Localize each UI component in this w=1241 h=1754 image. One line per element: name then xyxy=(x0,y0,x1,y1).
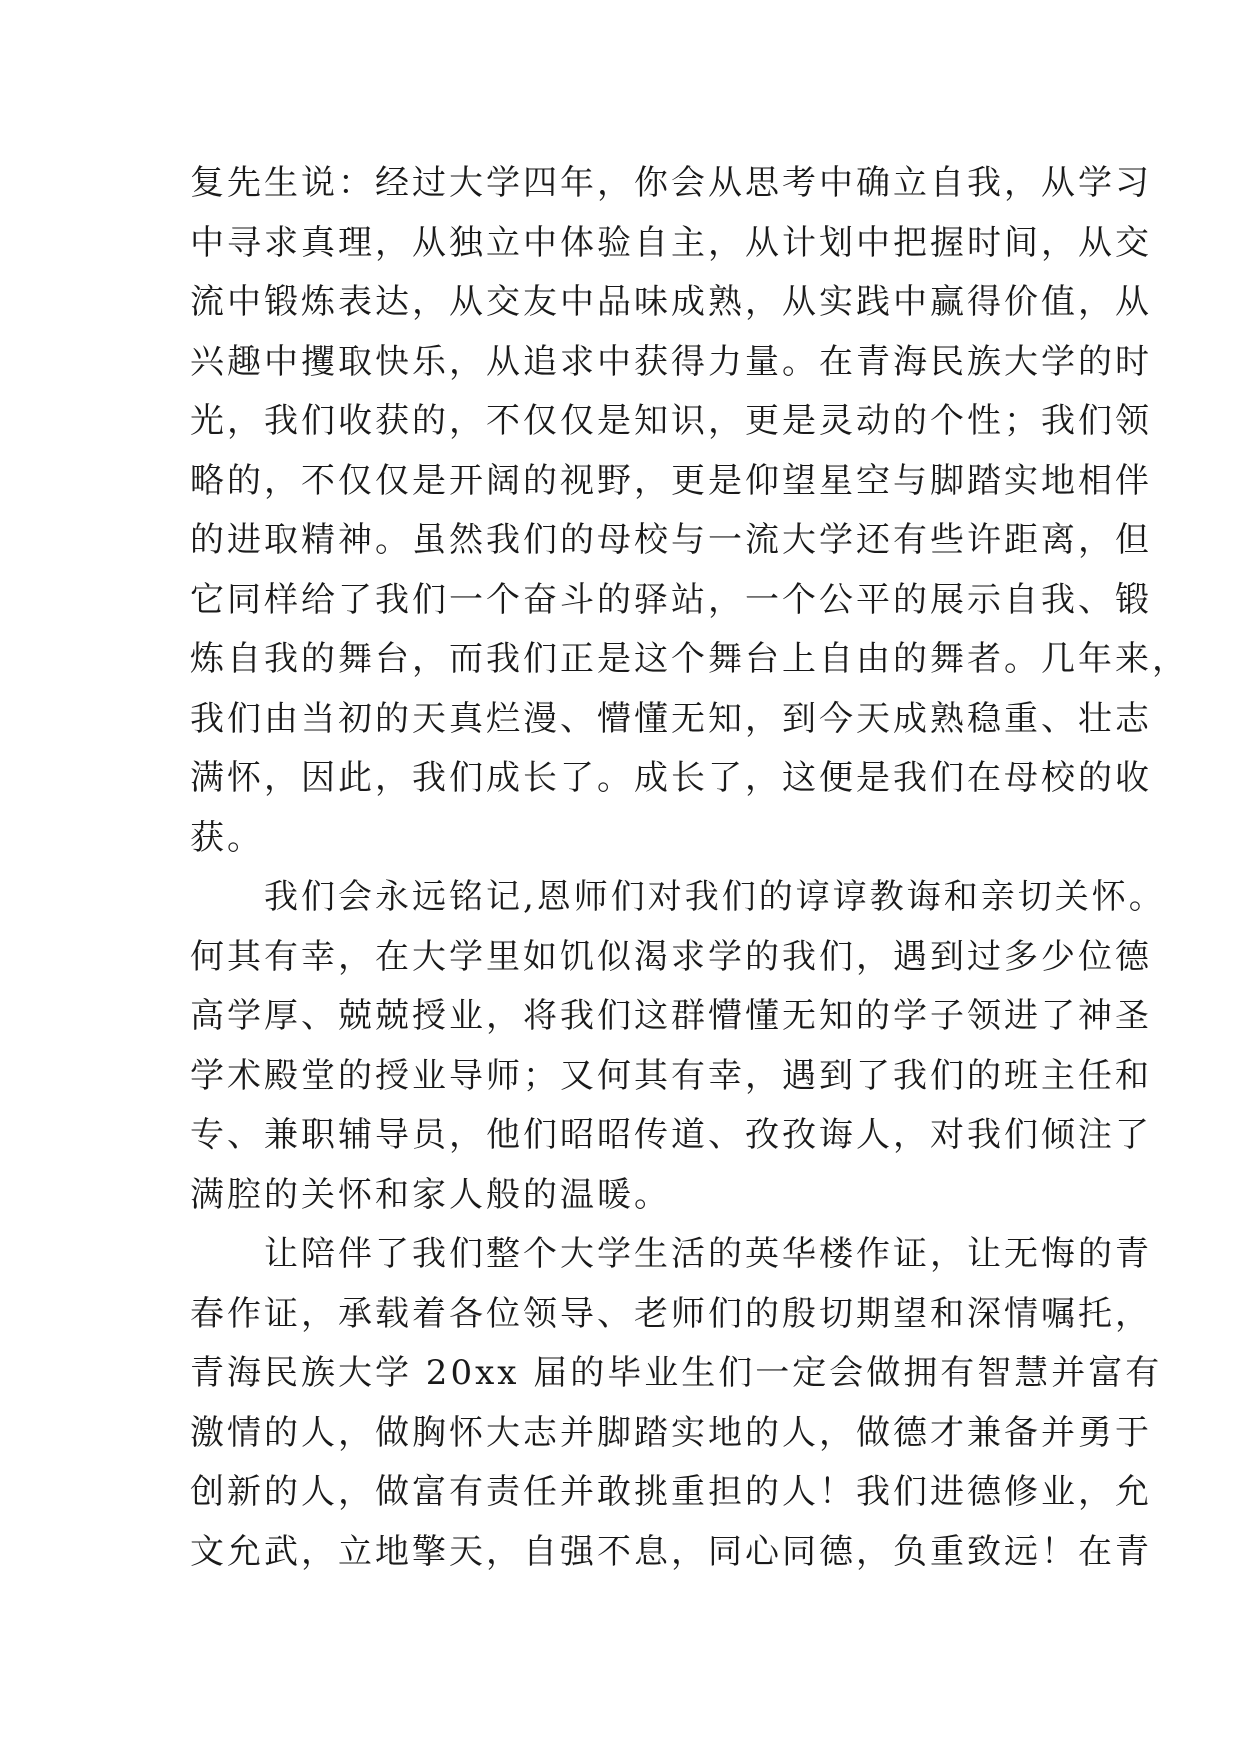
text-line: 文允武，立地擎天，自强不息，同心同德，负重致远！在青 xyxy=(190,1531,1152,1572)
text-line: 略的，不仅仅是开阔的视野，更是仰望星空与脚踏实地相伴 xyxy=(190,460,1152,501)
text-line: 创新的人，做富有责任并敢挑重担的人！我们进德修业，允 xyxy=(190,1472,1152,1512)
text-line: 复先生说：经过大学四年，你会从思考中确立自我，从学习 xyxy=(190,163,1152,203)
text-line: 春作证，承载着各位领导、老师们的殷切期望和深情嘱托， xyxy=(190,1293,1152,1334)
text-line: 青海民族大学 20xx 届的毕业生们一定会做拥有智慧并富有 xyxy=(190,1353,1163,1393)
text-line: 的进取精神。虽然我们的母校与一流大学还有些许距离，但 xyxy=(190,520,1152,560)
text-line: 我们由当初的天真烂漫、懵懂无知，到今天成熟稳重、壮志 xyxy=(190,698,1152,739)
text-line: 学术殿堂的授业导师；又何其有幸，遇到了我们的班主任和 xyxy=(190,1055,1152,1096)
text-line: 满腔的关怀和家人般的温暖。 xyxy=(190,1174,671,1215)
text-line: 高学厚、兢兢授业，将我们这群懵懂无知的学子领进了神圣 xyxy=(190,996,1152,1036)
text-line: 满怀，因此，我们成长了。成长了，这便是我们在母校的收 xyxy=(190,758,1152,798)
text-line: 让陪伴了我们整个大学生活的英华楼作证，让无悔的青 xyxy=(190,1234,1152,1274)
text-line: 获。 xyxy=(190,817,264,858)
text-line: 流中锻炼表达，从交友中品味成熟，从实践中赢得价值，从 xyxy=(190,282,1152,322)
text-line: 专、兼职辅导员，他们昭昭传道、孜孜诲人，对我们倾注了 xyxy=(190,1115,1152,1155)
text-line: 何其有幸，在大学里如饥似渴求学的我们，遇到过多少位德 xyxy=(190,936,1152,977)
text-line: 它同样给了我们一个奋斗的驿站，一个公平的展示自我、锻 xyxy=(190,579,1152,620)
text-line: 激情的人，做胸怀大志并脚踏实地的人，做德才兼备并勇于 xyxy=(190,1412,1152,1453)
body-text xyxy=(190,154,1189,1582)
text-line: 中寻求真理，从独立中体验自主，从计划中把握时间，从交 xyxy=(190,222,1152,263)
text-line: 炼自我的舞台，而我们正是这个舞台上自由的舞者。几年来， xyxy=(190,639,1189,679)
text-line: 兴趣中攫取快乐，从追求中获得力量。在青海民族大学的时 xyxy=(190,341,1152,382)
text-line: 我们会永远铭记,恩师们对我们的谆谆教诲和亲切关怀。 xyxy=(190,877,1166,917)
text-line: 光，我们收获的，不仅仅是知识，更是灵动的个性；我们领 xyxy=(190,401,1152,441)
